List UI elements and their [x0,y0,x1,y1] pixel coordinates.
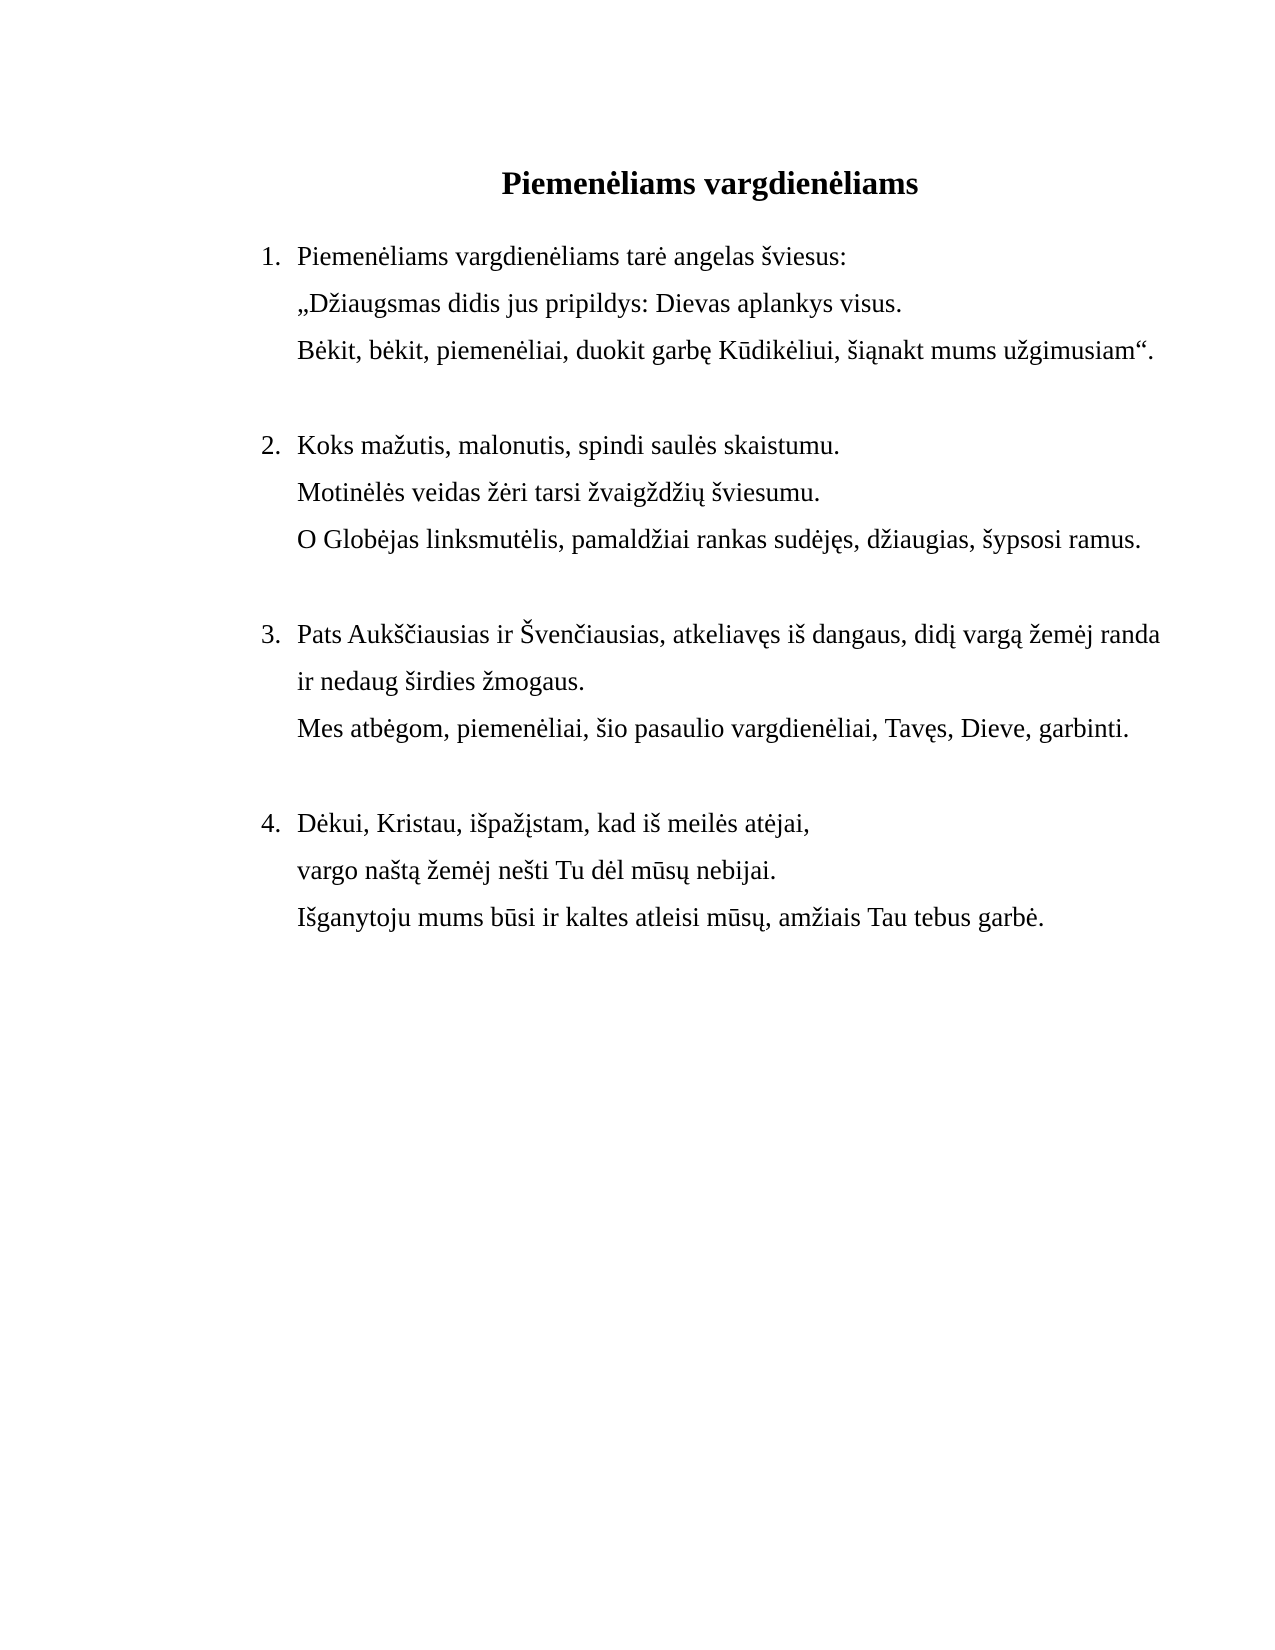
verse-number: 1. [261,241,282,271]
page-title: Piemenėliams vargdienėliams [501,166,919,202]
verse-2 [261,422,1231,563]
verse-line [261,516,1231,563]
verse-line-text: Išganytoju mums būsi ir kaltes atleisi mūsų, amžiais Tau tebus garbė. [297,902,1045,932]
verse-line [261,422,1231,469]
verse-line-text: O Globėjas linksmutėlis, pamaldžiai rankas sudėjęs, džiaugias, šypsosi ramus. [297,524,1142,554]
verse-1 [261,233,1231,374]
verse-line-text: Bėkit, bėkit, piemenėliai, duokit garbę Kūdikėliui, šiąnakt mums užgimusiam“. [297,335,1155,365]
verse-line-text: „Džiaugsmas didis jus pripildys: Dievas aplankys visus. [297,288,903,318]
verse-line-text: Mes atbėgom, piemenėliai, šio pasaulio vargdienėliai, Tavęs, Dieve, garbinti. [297,713,1130,743]
verse-line-text: Motinėlės veidas žėri tarsi žvaigždžių šviesumu. [297,477,821,507]
verse-line [261,658,1231,705]
verse-line [261,894,1231,941]
verse-line [261,469,1231,516]
verse-number: 2. [261,430,282,460]
verse-line-text: Pats Aukščiausias ir Švenčiausias, atkeliavęs iš dangaus, didį vargą žemėj randa [297,619,1161,649]
verse-line-text: ir nedaug širdies žmogaus. [297,666,585,696]
verse-line [261,327,1231,374]
verse-number: 3. [261,619,282,649]
verse-line [261,233,1231,280]
verse-list [261,233,1231,941]
verse-line-text: Dėkui, Kristau, išpažįstam, kad iš meilės atėjai, [297,808,810,838]
verse-line [261,705,1231,752]
verse-line [261,611,1231,658]
verse-4 [261,800,1231,941]
verse-number: 4. [261,808,282,838]
verse-line [261,280,1231,327]
verse-line [261,847,1231,894]
verse-line [261,800,1231,847]
verse-line-text: Piemenėliams vargdienėliams tarė angelas šviesus: [297,241,847,271]
verse-3 [261,611,1231,752]
verse-line-text: Koks mažutis, malonutis, spindi saulės skaistumu. [297,430,840,460]
verse-line-text: vargo naštą žemėj nešti Tu dėl mūsų nebijai. [297,855,777,885]
